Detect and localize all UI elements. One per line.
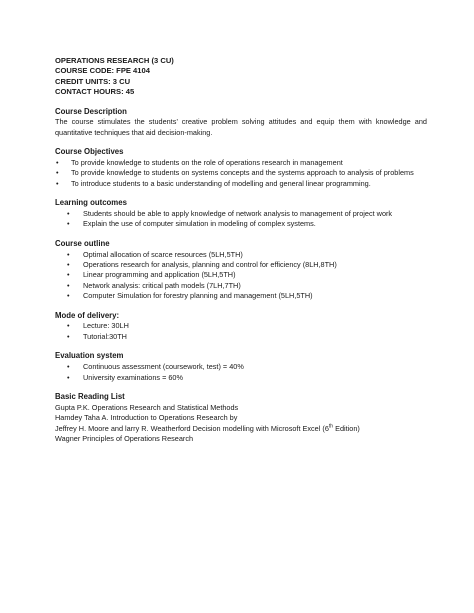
course-outline-heading: Course outline	[55, 238, 110, 248]
credit-units: CREDIT UNITS: 3 CU	[55, 76, 131, 86]
reading-item: Hamdey Taha A. Introduction to Operations Research by	[55, 413, 238, 423]
list-item: • Computer Simulation for forestry planning and management (5LH,5TH)	[55, 291, 427, 301]
contact-hours: CONTACT HOURS: 45	[55, 87, 135, 97]
list-item: • Continuous assessment (coursework, test) = 40%	[55, 362, 427, 372]
list-item: • University examinations = 60%	[55, 373, 427, 383]
edition-superscript: th	[328, 423, 334, 430]
list-item: • Operations research for analysis, planning and control for efficiency (8LH,8TH)	[55, 260, 427, 270]
list-item: • To introduce students to a basic understanding of modelling and general linear programming.	[55, 179, 427, 189]
learning-outcomes-list	[55, 209, 427, 230]
learning-outcomes-heading: Learning outcomes	[55, 198, 127, 208]
reading-item-text: Jeffrey H. Moore and larry R. Weatherford Decision modelling with Microsoft Excel (6	[55, 423, 329, 433]
list-item: • Lecture: 30LH	[55, 321, 427, 331]
list-item: • Students should be able to apply knowledge of network analysis to management of project work	[55, 209, 427, 219]
evaluation-system-section	[55, 351, 427, 383]
reading-list-section	[55, 392, 427, 444]
reading-item: Gupta P.K. Operations Research and Statistical Methods	[55, 402, 239, 412]
reading-item: Wagner Principles of Operations Research	[55, 433, 194, 443]
course-outline-list	[55, 250, 427, 302]
list-item: • Linear programming and application (5LH,5TH)	[55, 270, 427, 280]
list-item: • Explain the use of computer simulation in modeling of complex systems.	[55, 219, 427, 229]
document-page	[55, 56, 427, 444]
course-description-text: The course stimulates the students’ creative problem solving attitudes and equip them with knowledge and quantitative techniques that aid decision-making.	[55, 117, 427, 137]
reading-list-heading: Basic Reading List	[55, 391, 125, 401]
reading-item	[55, 424, 427, 434]
reading-item-text-end: Edition)	[333, 423, 360, 433]
list-item: • To provide knowledge to students on systems concepts and the systems approach to analysis of problems	[55, 168, 427, 178]
learning-outcomes-section	[55, 198, 427, 230]
list-item: • Network analysis: critical path models (7LH,7TH)	[55, 281, 427, 291]
list-item: • Optimal allocation of scarce resources (5LH,5TH)	[55, 250, 427, 260]
course-header	[55, 56, 427, 98]
mode-of-delivery-list	[55, 321, 427, 342]
course-objectives-heading: Course Objectives	[55, 147, 124, 157]
list-item: • Tutorial:30TH	[55, 332, 427, 342]
course-code: COURSE CODE: FPE 4104	[55, 66, 150, 76]
course-objectives-section	[55, 147, 427, 189]
course-outline-section	[55, 239, 427, 302]
course-description-section	[55, 107, 427, 139]
mode-of-delivery-heading: Mode of delivery:	[55, 310, 120, 320]
mode-of-delivery-section	[55, 311, 427, 343]
list-item: • To provide knowledge to students on the role of operations research in management	[55, 158, 427, 168]
course-title: OPERATIONS RESEARCH (3 CU)	[55, 56, 174, 65]
course-objectives-list	[55, 158, 427, 189]
evaluation-system-list	[55, 362, 427, 383]
evaluation-system-heading: Evaluation system	[55, 351, 124, 361]
course-description-heading: Course Description	[55, 106, 127, 116]
